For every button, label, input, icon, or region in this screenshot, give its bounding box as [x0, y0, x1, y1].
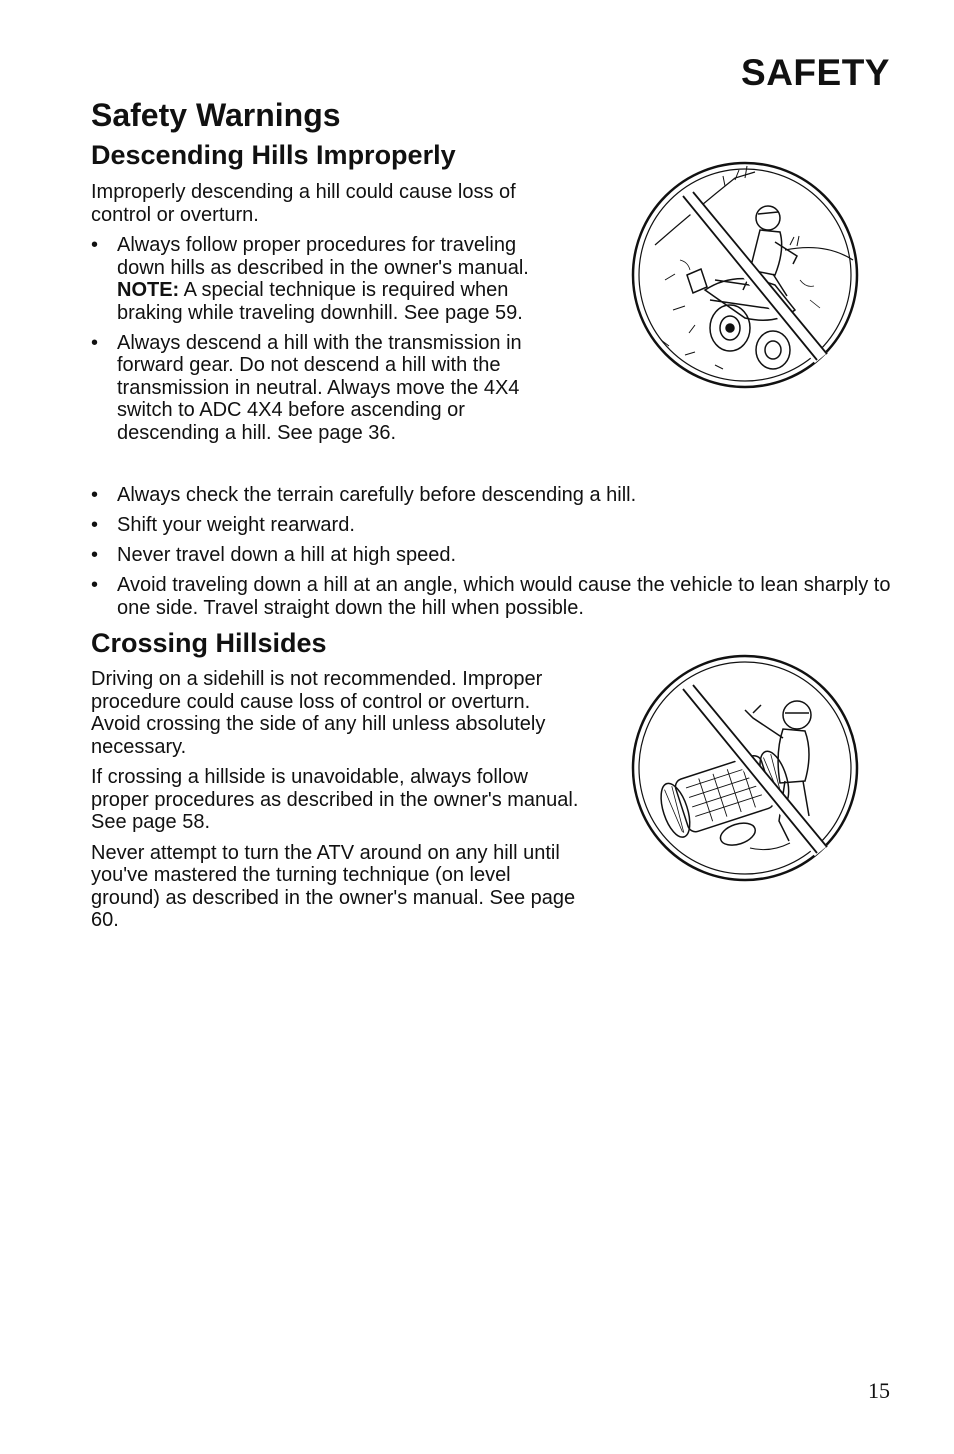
crossing-hillsides-heading: Crossing Hillsides [91, 628, 327, 658]
bullet-glyph: • [91, 234, 99, 256]
section-title: Safety Warnings [91, 97, 341, 133]
list-item [91, 514, 901, 537]
bullet-glyph: • [91, 484, 99, 506]
list-item [91, 234, 561, 324]
bullet-glyph: • [91, 574, 99, 596]
bullet-text: Always follow proper procedures for traveling down hills as described in the owner's manual. [117, 234, 529, 279]
bullet-text: Shift your weight rearward. [117, 514, 355, 536]
page-number: 15 [868, 1378, 890, 1403]
bullet-text: Always check the terrain carefully before descending a hill. [117, 484, 637, 506]
list-item [91, 544, 901, 567]
bullet-glyph: • [91, 544, 99, 566]
bullet-glyph: • [91, 331, 99, 354]
note-label: NOTE: [117, 279, 180, 301]
descending-bullets-narrow [91, 234, 561, 444]
crossing-hillsides-text [91, 668, 581, 940]
descending-bullets-wide [91, 484, 901, 627]
list-item [91, 332, 561, 445]
list-item [91, 574, 901, 619]
chapter-title: SAFETY [741, 52, 890, 93]
descending-intro: Improperly descending a hill could cause loss of control or overturn. [91, 181, 516, 226]
crossing-paragraph: Driving on a sidehill is not recommended. Improper procedure could cause loss of control or overturn. Avoid crossing the side of any hill unless absolutely necessary. [91, 668, 546, 758]
crossing-paragraph: If crossing a hillside is unavoidable, always follow proper procedures as described in the owner's manual. See page 58. [91, 766, 579, 833]
crossing-paragraph: Never attempt to turn the ATV around on any hill until you've mastered the turning technique (on level ground) as described in the owner's manual. See page 60. [91, 841, 576, 931]
bullet-text: Always descend a hill with the transmission in forward gear. Do not descend a hill with the transmission in neutral. Always move the 4X4 switch to ADC 4X4 before ascending or descending a hill. See page 36. [117, 331, 522, 444]
bullet-text: Avoid traveling down a hill at an angle, which would cause the vehicle to lean sharply to one side. Travel straight down the hill when possible. [117, 574, 891, 619]
list-item [91, 484, 901, 507]
note-text: A special technique is required when braking while traveling downhill. See page 59. [117, 279, 523, 324]
bullet-text: Never travel down a hill at high speed. [117, 544, 457, 566]
prohibited-downhill-atv-icon [625, 150, 865, 400]
descending-hills-heading: Descending Hills Improperly [91, 140, 456, 170]
prohibited-sidehill-atv-icon [625, 643, 865, 893]
descending-hills-text [91, 181, 561, 452]
bullet-glyph: • [91, 514, 99, 536]
